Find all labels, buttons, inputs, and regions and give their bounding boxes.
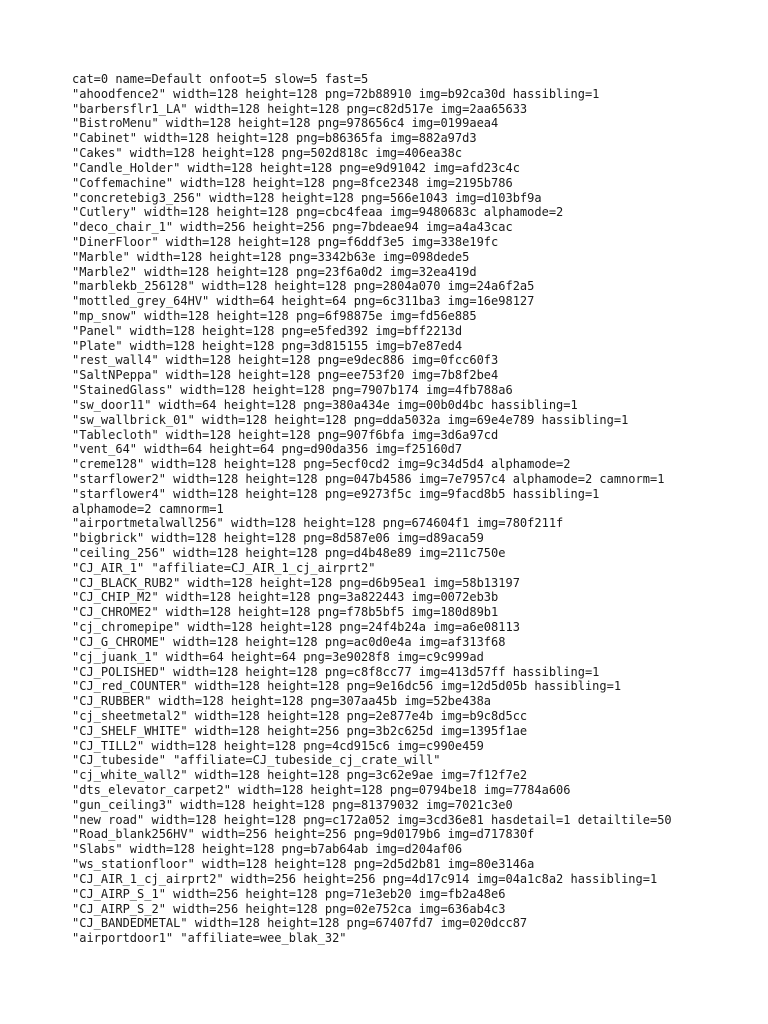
text-line: "creme128" width=128 height=128 png=5ecf0cd2 img=9c34d5d4 alphamode=2 [72,457,571,472]
text-line: "ceiling_256" width=128 height=128 png=d4b48e89 img=211c750e [72,546,506,560]
text-line: "ahoodfence2" width=128 height=128 png=72b88910 img=b92ca30d hassibling=1 [72,86,600,101]
text-line: "starflower2" width=128 height=128 png=047b4586 img=7e7957c4 alphamode=2 camnorm=1 [72,471,665,486]
text-line: cat=0 name=Default onfoot=5 slow=5 fast=5 [72,72,369,86]
text-line: "CJ_BANDEDMETAL" width=128 height=128 png=67407fd7 img=020dcc87 [72,916,528,931]
text-line: "dts_elevator_carpet2" width=128 height=128 png=0794be18 img=7784a606 [72,783,571,797]
text-line: "Cutlery" width=128 height=128 png=cbc4feaa img=9480683c alphamode=2 [72,205,564,220]
text-line: "CJ_AIRP_S_1" width=256 height=128 png=71e3eb20 img=fb2a48e6 [72,886,506,901]
text-line: "Tablecloth" width=128 height=128 png=907f6bfa img=3d6a97cd [72,427,499,442]
text-line: "sw_wallbrick_01" width=128 height=128 png=dda5032a img=69e4e789 hassibling=1 [72,412,629,427]
text-line: "mp_snow" width=128 height=128 png=6f98875e img=fd56e885 [72,309,477,323]
text-line: "new road" width=128 height=128 png=c172a052 img=3cd36e81 hasdetail=1 detailtile=50 [72,812,672,827]
text-line: "cj_juank_1" width=64 height=64 png=3e9028f8 img=c9c999ad [72,649,484,664]
text-line: "airportdoor1" "affiliate=wee_blak_32" [72,931,347,946]
text-line: "SaltNPeppa" width=128 height=128 png=ee753f20 img=7b8f2be4 [72,368,499,383]
text-line: "cj_chromepipe" width=128 height=128 png=24f4b24a img=a6e08113 [72,620,520,635]
text-line: "CJ_CHROME2" width=128 height=128 png=f78b5bf5 img=180d89b1 [72,605,499,620]
text-line: "rest_wall4" width=128 height=128 png=e9dec886 img=0fcc60f3 [72,353,499,368]
text-line: "CJ_AIR_1" "affiliate=CJ_AIR_1_cj_airprt2" [72,560,376,575]
document-body [72,72,752,946]
text-line: "Coffemachine" width=128 height=128 png=8fce2348 img=2195b786 [72,175,513,190]
text-line: "Cabinet" width=128 height=128 png=b86365fa img=882a97d3 [72,131,477,146]
text-line: "Panel" width=128 height=128 png=e5fed392 img=bff2213d [72,323,463,338]
text-line: alphamode=2 camnorm=1 [72,501,224,516]
text-line: "DinerFloor" width=128 height=128 png=f6ddf3e5 img=338e19fc [72,234,499,249]
text-line: "Marble2" width=128 height=128 png=23f6a0d2 img=32ea419d [72,264,477,279]
text-line: "Slabs" width=128 height=128 png=b7ab64ab img=d204af06 [72,842,463,857]
text-line: "CJ_TILL2" width=128 height=128 png=4cd915c6 img=c990e459 [72,738,484,753]
text-line: "cj_white_wall2" width=128 height=128 png=3c62e9ae img=7f12f7e2 [72,768,528,783]
text-line: "CJ_G_CHROME" width=128 height=128 png=ac0d0e4a img=af313f68 [72,634,506,649]
text-line: "CJ_red_COUNTER" width=128 height=128 png=9e16dc56 img=12d5d05b hassibling=1 [72,679,622,694]
text-line: "cj_sheetmetal2" width=128 height=128 png=2e877e4b img=b9c8d5cc [72,708,528,723]
text-line: "vent_64" width=64 height=64 png=d90da356 img=f25160d7 [72,442,463,457]
text-line: "ws_stationfloor" width=128 height=128 png=2d5d2b81 img=80e3146a [72,857,535,872]
text-line: "StainedGlass" width=128 height=128 png=7907b174 img=4fb788a6 [72,383,513,398]
text-line: "bigbrick" width=128 height=128 png=8d587e06 img=d89aca59 [72,531,484,546]
text-line: "CJ_AIRP_S_2" width=256 height=128 png=02e752ca img=636ab4c3 [72,901,506,916]
text-line: "Cakes" width=128 height=128 png=502d818c img=406ea38c [72,146,463,161]
text-line: "BistroMenu" width=128 height=128 png=978656c4 img=0199aea4 [72,116,499,131]
text-line: "Candle_Holder" width=128 height=128 png=e9d91042 img=afd23c4c [72,160,520,175]
text-line: "Plate" width=128 height=128 png=3d815155 img=b7e87ed4 [72,338,463,353]
text-line: "CJ_SHELF_WHITE" width=128 height=256 png=3b2c625d img=1395f1ae [72,723,528,738]
text-line: "airportmetalwall256" width=128 height=128 png=674604f1 img=780f211f [72,516,564,531]
text-line: "starflower4" width=128 height=128 png=e9273f5c img=9facd8b5 hassibling=1 [72,486,600,501]
text-line: "CJ_AIR_1_cj_airprt2" width=256 height=256 png=4d17c914 img=04a1c8a2 hassibling=1 [72,871,658,886]
text-line: "Road_blank256HV" width=256 height=256 png=9d0179b6 img=d717830f [72,827,535,842]
text-line: "CJ_POLISHED" width=128 height=128 png=c8f8cc77 img=413d57ff hassibling=1 [72,664,600,679]
text-line: "gun_ceiling3" width=128 height=128 png=81379032 img=7021c3e0 [72,797,513,812]
text-line: "concretebig3_256" width=128 height=128 png=566e1043 img=d103bf9a [72,190,542,205]
text-line: "barbersflr1_LA" width=128 height=128 png=c82d517e img=2aa65633 [72,101,528,116]
text-line: "marblekb_256128" width=128 height=128 png=2804a070 img=24a6f2a5 [72,279,535,294]
text-line: "sw_door11" width=64 height=128 png=380a434e img=00b0d4bc hassibling=1 [72,397,578,412]
text-line: "CJ_BLACK_RUB2" width=128 height=128 png=d6b95ea1 img=58b13197 [72,575,520,590]
text-line: "CJ_tubeside" "affiliate=CJ_tubeside_cj_crate_will" [72,753,441,768]
text-line: "CJ_CHIP_M2" width=128 height=128 png=3a822443 img=0072eb3b [72,590,499,605]
text-line: "CJ_RUBBER" width=128 height=128 png=307aa45b img=52be438a [72,694,492,709]
text-line: "Marble" width=128 height=128 png=3342b63e img=098dede5 [72,249,470,264]
text-line: "mottled_grey_64HV" width=64 height=64 png=6c311ba3 img=16e98127 [72,294,535,309]
text-line: "deco_chair_1" width=256 height=256 png=7bdeae94 img=a4a43cac [72,220,513,235]
